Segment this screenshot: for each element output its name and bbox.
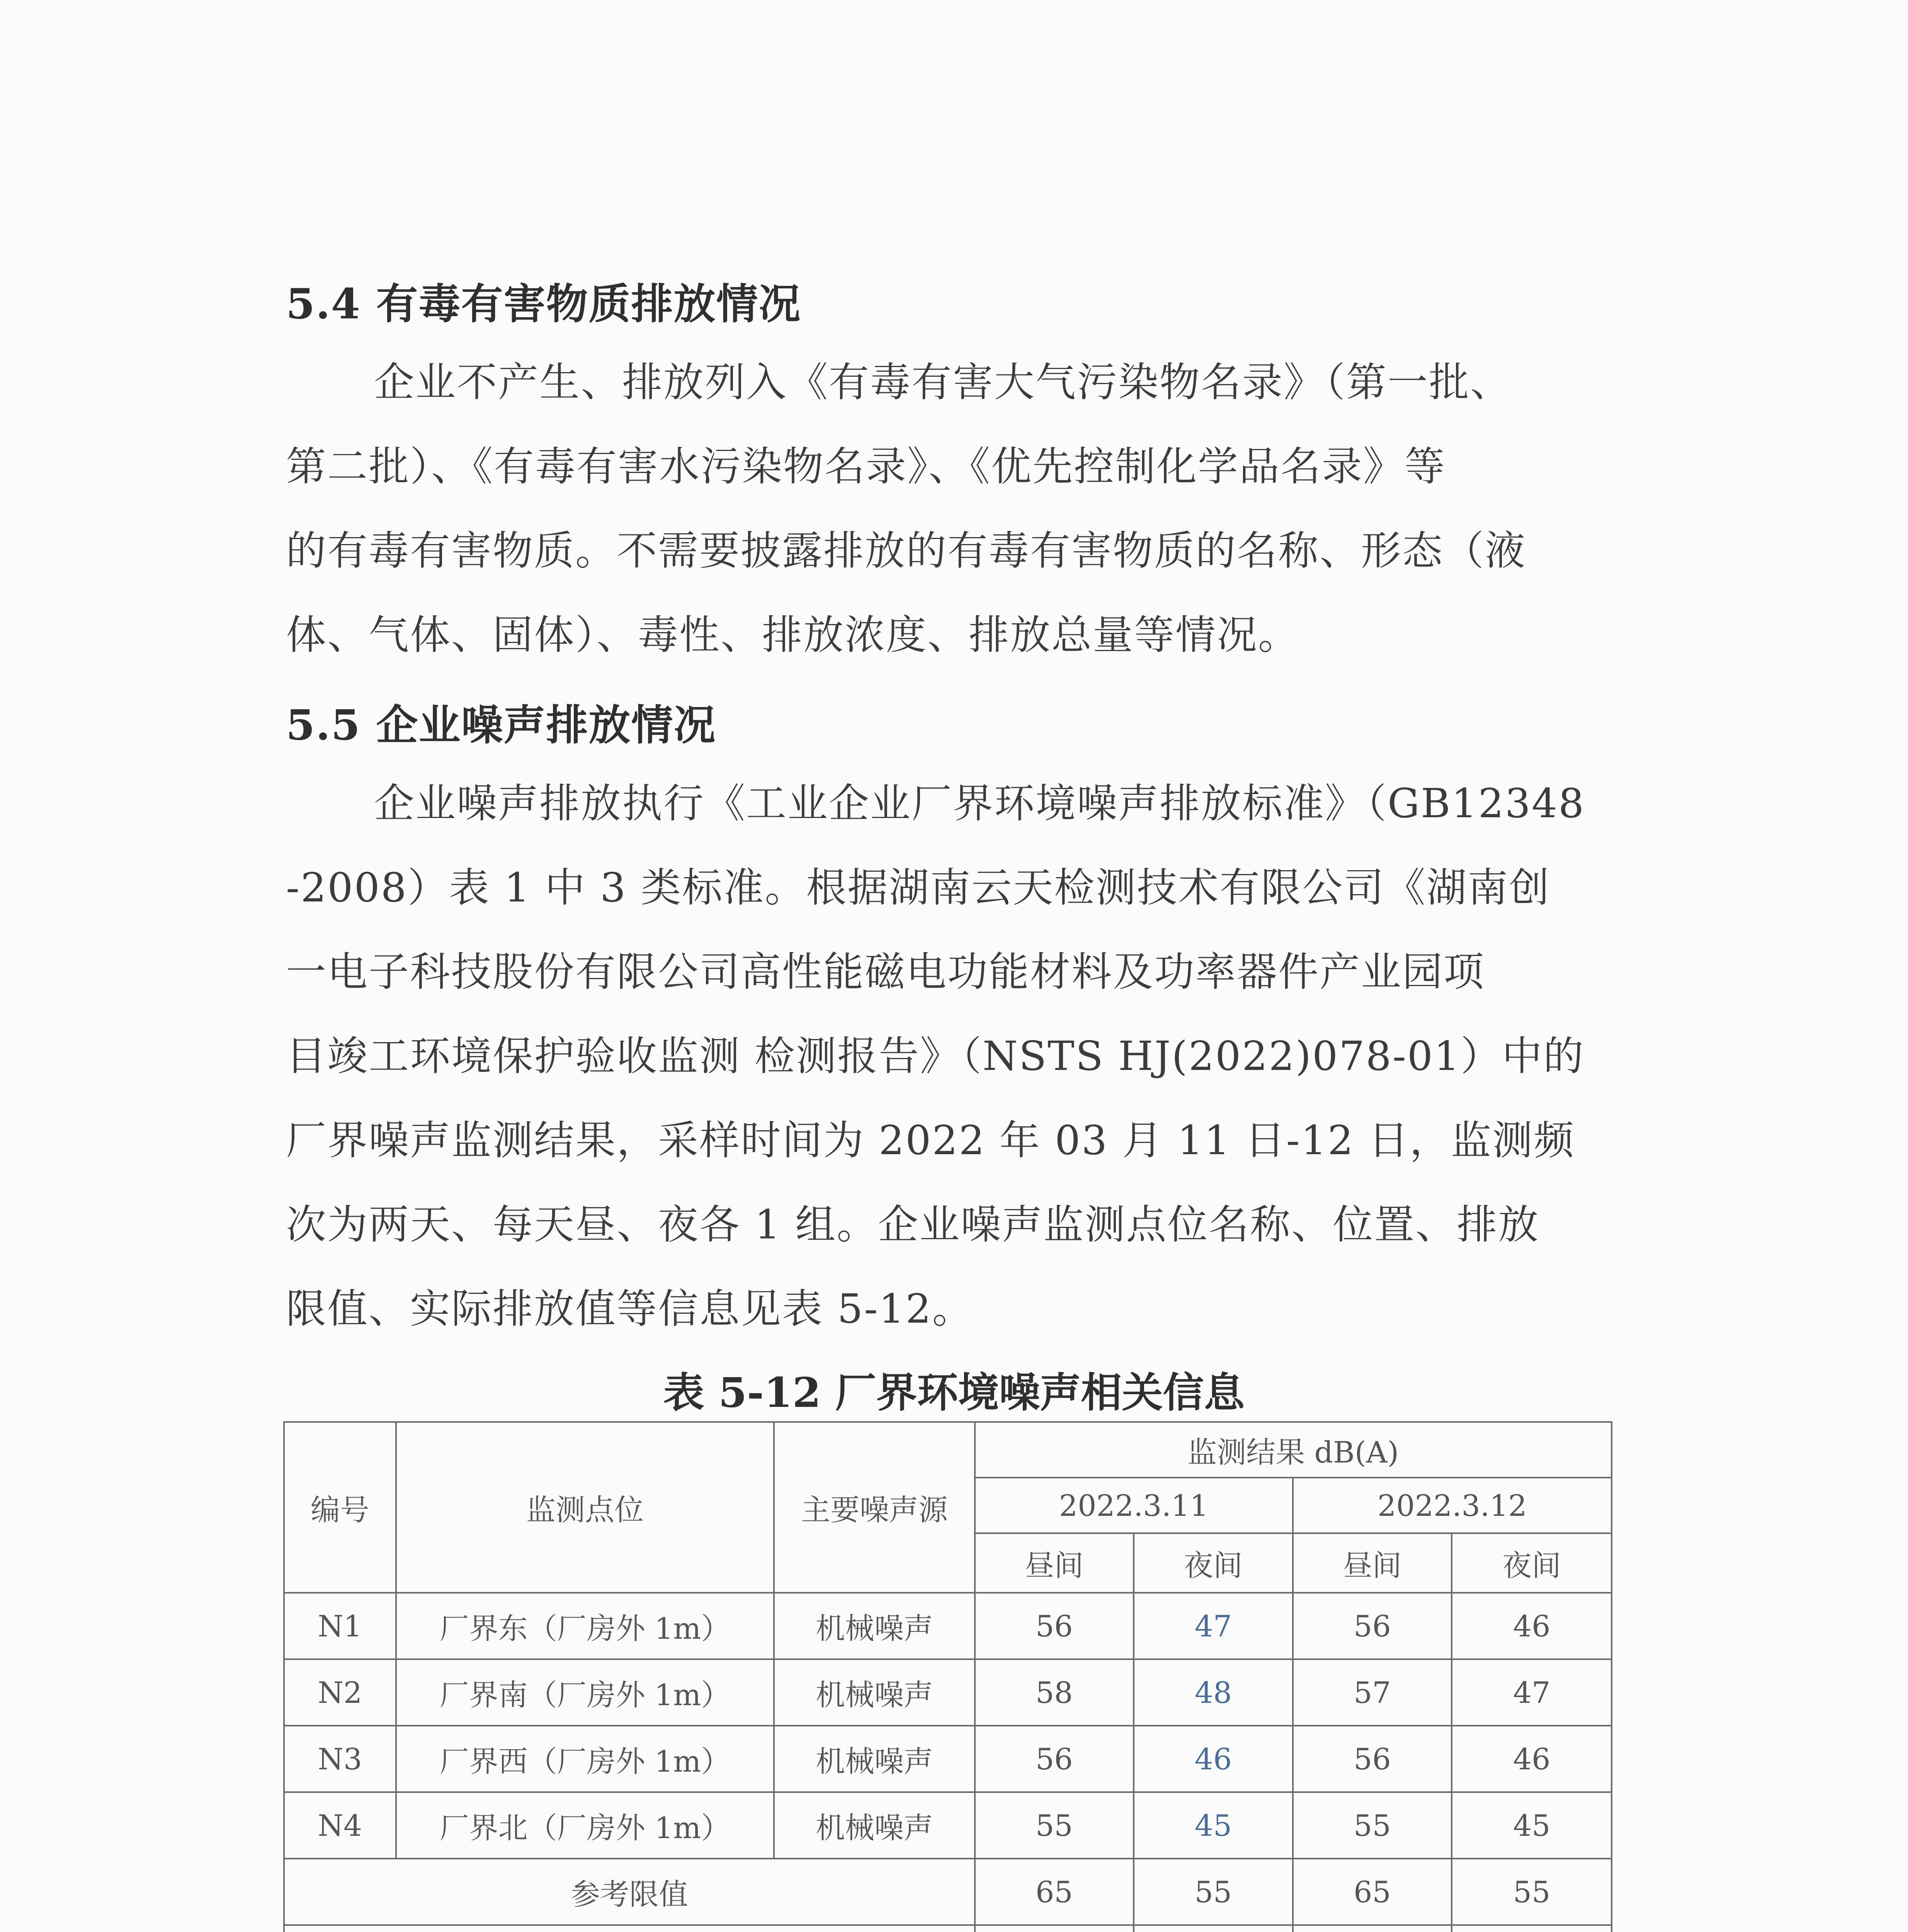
judge-value (1134, 1925, 1293, 1932)
limit-value: 65 (975, 1859, 1134, 1925)
paragraph-line: 第二批）、《有毒有害水污染物名录》、《优先控制化学品名录》等 (286, 443, 1446, 490)
header-day: 昼间 (975, 1533, 1134, 1593)
judge-label (284, 1925, 975, 1932)
judge-value (975, 1925, 1134, 1932)
header-source: 主要噪声源 (774, 1422, 974, 1593)
cell-id: N2 (284, 1659, 396, 1726)
cell-value: 46 (1452, 1726, 1612, 1792)
cell-value: 46 (1452, 1593, 1612, 1659)
limit-value: 55 (1452, 1859, 1612, 1925)
cell-source: 机械噪声 (774, 1659, 974, 1726)
limit-label: 参考限值 (284, 1859, 975, 1925)
header-id: 编号 (284, 1422, 396, 1593)
cell-location: 厂界南（厂房外 1m） (396, 1659, 774, 1726)
table-row (284, 1726, 1612, 1792)
cell-value: 47 (1452, 1659, 1612, 1726)
cell-id: N4 (284, 1792, 396, 1859)
cell-value: 56 (1293, 1726, 1452, 1792)
cell-source: 机械噪声 (774, 1593, 974, 1659)
cell-value: 45 (1452, 1792, 1612, 1859)
cell-location: 厂界北（厂房外 1m） (396, 1792, 774, 1859)
paragraph-line: 企业不产生、排放列入《有毒有害大气污染物名录》（第一批、 (374, 359, 1512, 406)
section-5-4-title: 5.4 有毒有害物质排放情况 (286, 280, 801, 328)
cell-location: 厂界东（厂房外 1m） (396, 1593, 774, 1659)
header-date-2: 2022.3.12 (1293, 1478, 1612, 1533)
cell-value: 57 (1293, 1659, 1452, 1726)
judge-value (1293, 1925, 1452, 1932)
cell-source: 机械噪声 (774, 1792, 974, 1859)
limit-row (284, 1859, 1612, 1925)
cell-id: N1 (284, 1593, 396, 1659)
cell-value: 47 (1134, 1593, 1293, 1659)
header-date-1: 2022.3.11 (975, 1478, 1293, 1533)
limit-value: 65 (1293, 1859, 1452, 1925)
paragraph-line: 厂界噪声监测结果，采样时间为 2022 年 03 月 11 日-12 日，监测频 (286, 1117, 1575, 1164)
table-row (284, 1659, 1612, 1726)
cell-value: 56 (1293, 1593, 1452, 1659)
section-5-5-title: 5.5 企业噪声排放情况 (286, 701, 716, 750)
header-result: 监测结果 dB(A) (975, 1422, 1612, 1478)
header-night: 夜间 (1134, 1533, 1293, 1593)
noise-table (283, 1421, 1612, 1932)
cell-value: 56 (975, 1593, 1134, 1659)
table-row (284, 1792, 1612, 1859)
paragraph-line: 一电子科技股份有限公司高性能磁电功能材料及功率器件产业园项 (286, 948, 1485, 995)
cell-value: 58 (975, 1659, 1134, 1726)
cell-value: 48 (1134, 1659, 1293, 1726)
header-location: 监测点位 (396, 1422, 774, 1593)
section-5-5-paragraph (286, 761, 1607, 1351)
table-title: 表 5-12 厂界环境噪声相关信息 (663, 1368, 1245, 1417)
cell-value: 56 (975, 1726, 1134, 1792)
limit-value: 55 (1134, 1859, 1293, 1925)
paragraph-line: 次为两天、每天昼、夜各 1 组。企业噪声监测点位名称、位置、排放 (286, 1201, 1540, 1248)
paragraph-line: 目竣工环境保护验收监测 检测报告》（NSTS HJ(2022)078-01）中的 (286, 1032, 1585, 1080)
header-night: 夜间 (1452, 1533, 1612, 1593)
cell-value: 55 (1293, 1792, 1452, 1859)
cell-value: 45 (1134, 1792, 1293, 1859)
judge-value (1452, 1925, 1612, 1932)
cell-id: N3 (284, 1726, 396, 1792)
cell-location: 厂界西（厂房外 1m） (396, 1726, 774, 1792)
paragraph-line: -2008）表 1 中 3 类标准。根据湖南云天检测技术有限公司《湖南创 (286, 864, 1551, 911)
cell-value: 46 (1134, 1726, 1293, 1792)
paragraph-line: 限值、实际排放值等信息见表 5-12。 (286, 1285, 974, 1332)
judge-row (284, 1925, 1612, 1932)
paragraph-line: 企业噪声排放执行《工业企业厂界环境噪声排放标准》（GB12348 (374, 780, 1585, 827)
section-5-4-paragraph (286, 340, 1607, 677)
cell-source: 机械噪声 (774, 1726, 974, 1792)
cell-value: 55 (975, 1792, 1134, 1859)
paragraph-line: 体、气体、固体）、毒性、排放浓度、排放总量等情况。 (286, 611, 1300, 658)
header-day: 昼间 (1293, 1533, 1452, 1593)
table-row (284, 1593, 1612, 1659)
paragraph-line: 的有毒有害物质。不需要披露排放的有毒有害物质的名称、形态（液 (286, 527, 1527, 574)
